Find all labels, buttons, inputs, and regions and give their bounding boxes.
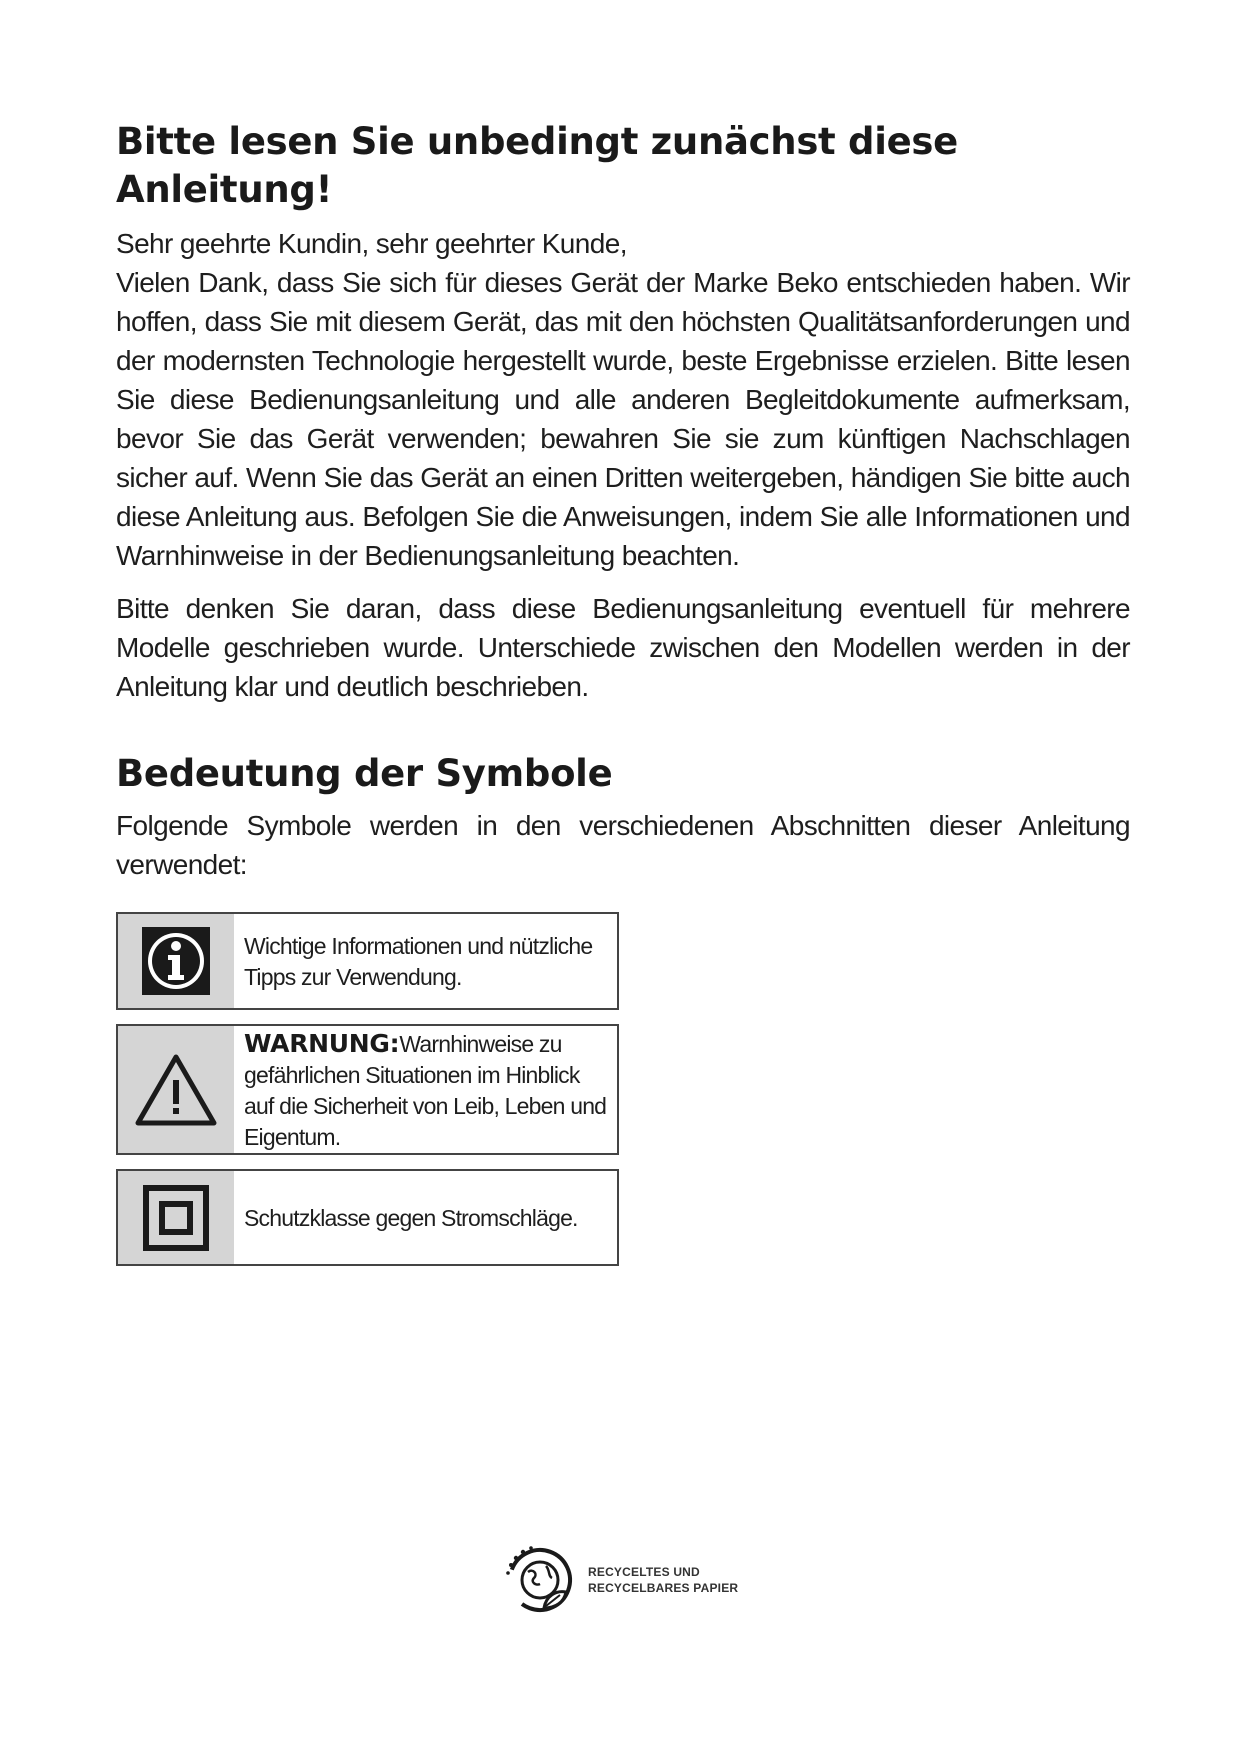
symbol-row-protection-class <box>116 1169 619 1266</box>
recycling-globe-icon <box>500 1540 580 1620</box>
page-content <box>116 118 1130 1280</box>
symbol-row-info <box>116 912 619 1010</box>
protection-class-description: Schutzklasse gegen Stromschläge. <box>244 1205 578 1231</box>
protection-class-icon <box>118 1171 234 1264</box>
logo-text-line-1: RECYCELTES UND <box>588 1565 700 1579</box>
warning-label: WARNUNG: <box>244 1029 400 1058</box>
greeting-text: Sehr geehrte Kundin, sehr geehrter Kunde, <box>116 228 627 259</box>
recycled-paper-logo <box>500 1540 738 1620</box>
warning-description: Warnhinweise zu gefährlichen Situationen im Hinblick auf die Sicherheit von Leib, Leben und Eigentum. <box>244 1031 607 1150</box>
info-icon <box>118 914 234 1008</box>
intro-paragraph <box>116 224 1130 575</box>
symbols-intro: Folgende Symbole werden in den verschiedenen Abschnitten dieser Anleitung verwendet: <box>116 810 1130 880</box>
warning-triangle-icon <box>118 1026 234 1153</box>
symbols-section-title: Bedeutung der Symbole <box>116 752 613 795</box>
info-description: Wichtige Informationen und nützliche Tipps zur Verwendung. <box>244 933 593 990</box>
logo-text-line-2: RECYCELBARES PAPIER <box>588 1581 739 1595</box>
symbols-table <box>116 912 619 1266</box>
symbol-row-warning <box>116 1024 619 1155</box>
page-title: Bitte lesen Sie unbedingt zunächst diese Anleitung! <box>116 120 958 211</box>
models-paragraph: Bitte denken Sie daran, dass diese Bedienungsanleitung eventuell für mehrere Modelle geschrieben wurde. Unterschiede zwischen den Modellen werden in der Anleitung klar und deutlich beschrieben. <box>116 593 1130 702</box>
intro-body-text: Vielen Dank, dass Sie sich für dieses Gerät der Marke Beko entschieden haben. Wir hoffen, dass Sie mit diesem Gerät, das mit den höchsten Qualitätsanforderungen und der modernsten Technologie hergestellt wurde, beste Ergebnisse erzielen. Bitte lesen Sie diese Bedienungsanleitung und alle anderen Begleitdokumente aufmerksam, bevor Sie das Gerät verwenden; bewahren Sie sie zum künftigen Nachschlagen sicher auf. Wenn Sie das Gerät an einen Dritten weitergeben, händigen Sie bitte auch diese Anleitung aus. Befolgen Sie die Anweisungen, indem Sie alle Informationen und Warnhinweise in der Bedienungsanleitung beachten. <box>116 267 1130 571</box>
